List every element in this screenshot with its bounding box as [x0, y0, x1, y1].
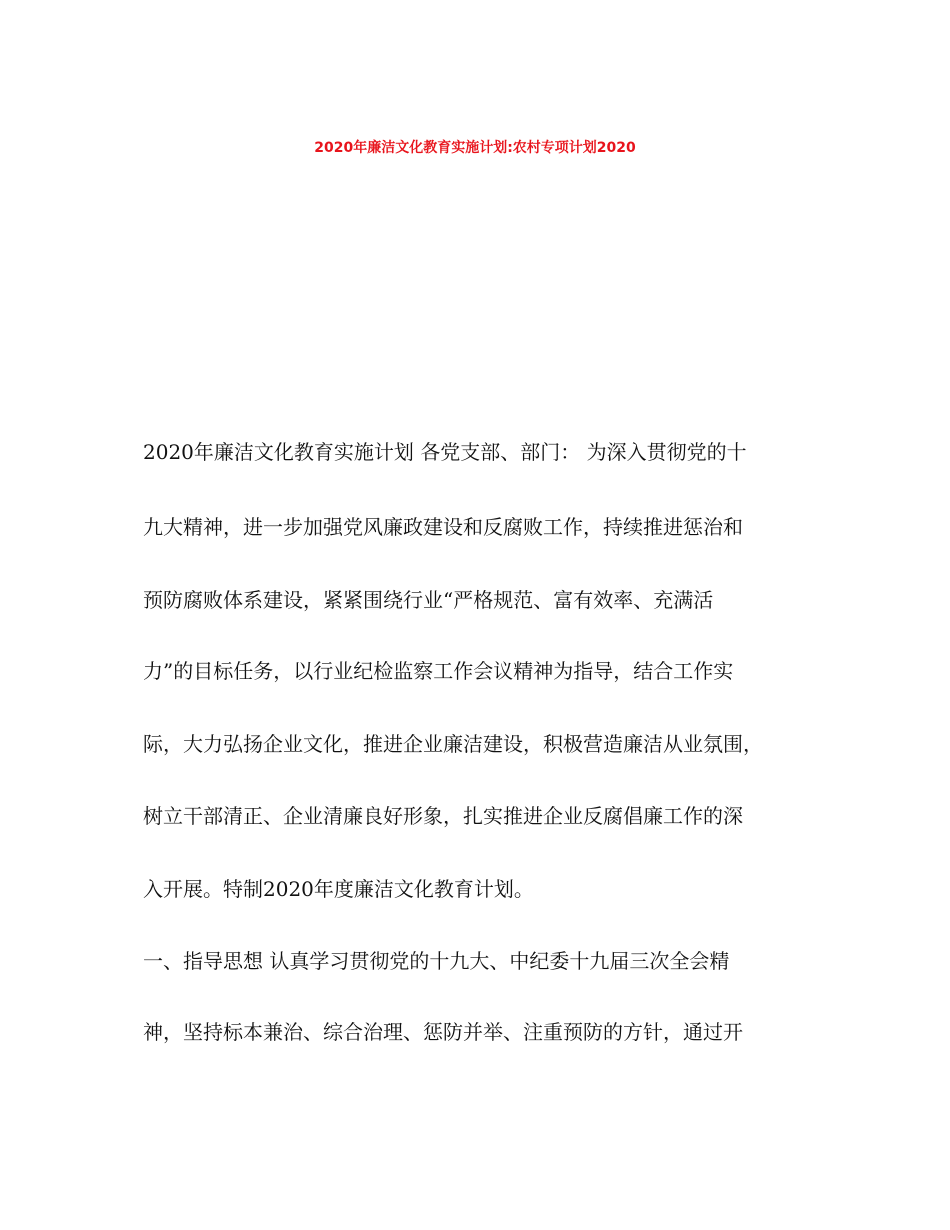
body-line-9: 神，坚持标本兼治、综合治理、惩防并举、注重预防的方针，通过开 — [143, 1020, 743, 1044]
body-line-4: 力”的目标任务，以行业纪检监察工作会议精神为指导，结合工作实 — [143, 659, 734, 683]
body-line-3: 预防腐败体系建设，紧紧围绕行业“严格规范、富有效率、充满活 — [143, 588, 714, 612]
body-line-7: 入开展。特制2020年度廉洁文化教育计划。 — [143, 877, 534, 901]
body-line-5: 际，大力弘扬企业文化，推进企业廉洁建设，积极营造廉洁从业氛围， — [143, 732, 763, 756]
body-line-6: 树立干部清正、企业清廉良好形象，扎实推进企业反腐倡廉工作的深 — [143, 804, 743, 828]
body-line-8: 一、指导思想 认真学习贯彻党的十九大、中纪委十九届三次全会精 — [143, 949, 730, 973]
document-title: 2020年廉洁文化教育实施计划:农村专项计划2020 — [314, 140, 636, 156]
body-line-1: 2020年廉洁文化教育实施计划 各党支部、部门： 为深入贯彻党的十 — [143, 440, 747, 464]
body-line-2: 九大精神，进一步加强党风廉政建设和反腐败工作，持续推进惩治和 — [143, 515, 743, 539]
